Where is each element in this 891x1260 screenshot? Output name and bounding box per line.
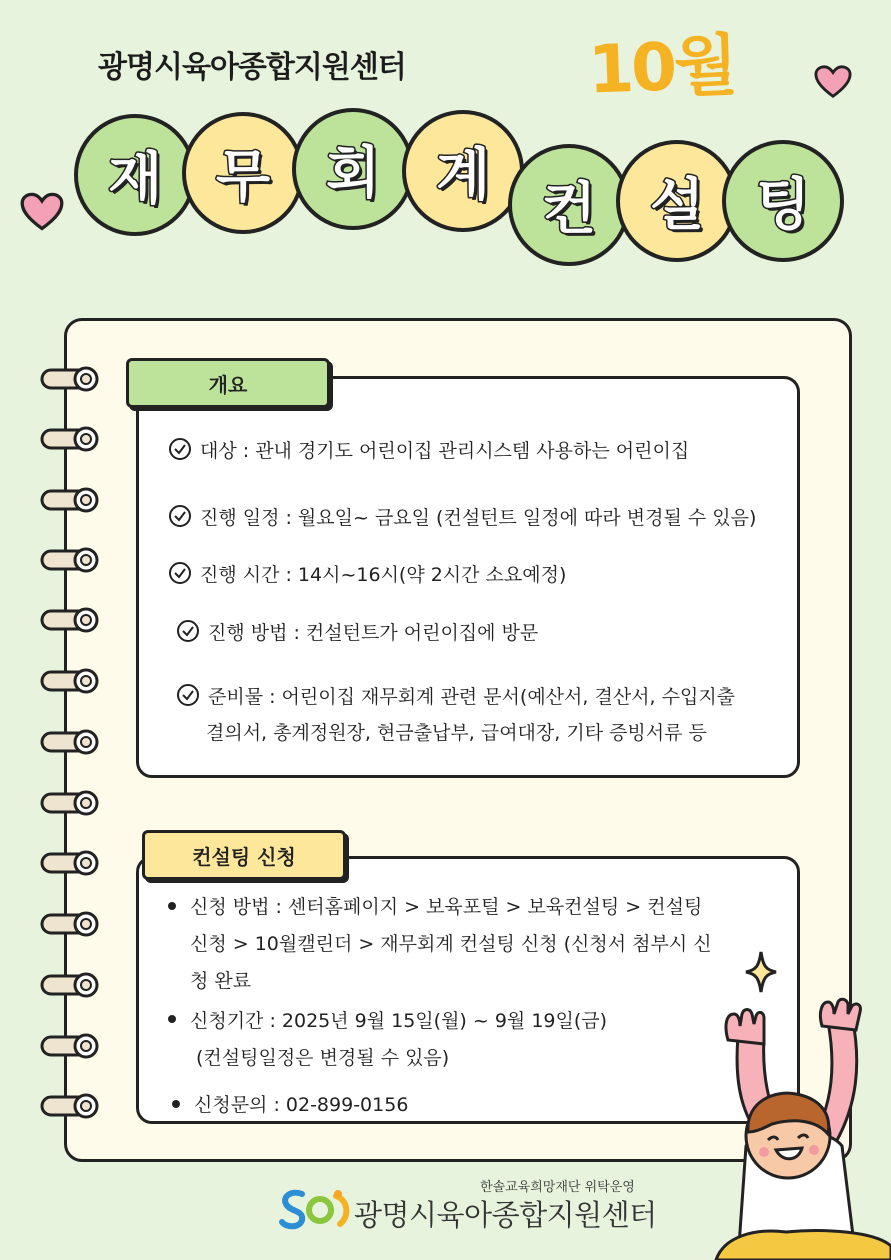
overview-item-text: 진행 시간 : 14시~16시(약 2시간 소요예정)	[200, 564, 567, 586]
title-bubble: 회	[292, 108, 414, 230]
overview-tab: 개요	[126, 358, 330, 408]
check-circle-icon	[168, 561, 192, 585]
cheering-character-illustration	[676, 996, 891, 1260]
binder-ring	[40, 727, 100, 757]
apply-method-line: 신청 > 10월캘린더 > 재무회계 컨설팅 신청 (신청서 첨부시 신	[190, 933, 712, 955]
binder-ring	[40, 666, 100, 696]
binder-ring	[40, 364, 100, 394]
overview-item-text: 진행 일정 : 월요일~ 금요일 (컨설턴트 일정에 따라 변경될 수 있음)	[200, 507, 757, 529]
title-bubble: 팅	[722, 140, 844, 262]
overview-item-text: 준비물 : 어린이집 재무회계 관련 문서(예산서, 결산서, 수입지출	[208, 686, 736, 708]
title-bubble: 재	[74, 114, 196, 236]
title-bubble: 컨	[508, 144, 630, 266]
check-circle-icon	[168, 504, 192, 528]
title-bubble: 무	[182, 112, 304, 234]
binder-ring	[40, 1031, 100, 1061]
overview-item	[176, 682, 735, 709]
heart-icon	[20, 192, 64, 232]
overview-item-continuation: 결의서, 총계정원장, 현금출납부, 급여대장, 기타 증빙서류 등	[206, 722, 707, 744]
binder-ring	[40, 485, 100, 515]
title-bubble: 계	[402, 110, 524, 232]
apply-period-line: 신청기간 : 2025년 9월 15일(월) ~ 9월 19일(금)	[190, 1010, 608, 1032]
apply-method-line: 청 완료	[190, 970, 252, 992]
binder-ring	[40, 545, 100, 575]
apply-period-note: (컨설팅일정은 변경될 수 있음)	[196, 1047, 450, 1069]
overview-item	[168, 503, 756, 530]
overview-item-text: 진행 방법 : 컨설턴트가 어린이집에 방문	[208, 622, 539, 644]
org-title: 광명시육아종합지원센터	[98, 50, 406, 85]
binder-ring	[40, 788, 100, 818]
month-label: 10월	[586, 26, 737, 109]
overview-item	[168, 560, 566, 587]
binder-ring	[40, 605, 100, 635]
apply-contact-line: 신청문의 : 02-899-0156	[194, 1094, 409, 1116]
check-circle-icon	[168, 437, 192, 461]
sparkle-icon	[744, 950, 778, 994]
check-circle-icon	[176, 683, 200, 707]
overview-item	[176, 618, 538, 645]
overview-item	[168, 436, 689, 463]
binder-ring	[40, 909, 100, 939]
footer-center-name: 광명시육아종합지원센터	[354, 1198, 657, 1232]
overview-item-text: 대상 : 관내 경기도 어린이집 관리시스템 사용하는 어린이집	[200, 440, 690, 462]
binder-ring	[40, 1091, 100, 1121]
footer-operator: 한솔교육희망재단 위탁운영	[480, 1180, 635, 1195]
binder-ring	[40, 424, 100, 454]
check-circle-icon	[176, 619, 200, 643]
title-bubble: 설	[616, 140, 738, 262]
binder-ring	[40, 970, 100, 1000]
bullet-dot	[168, 902, 176, 910]
apply-tab: 컨설팅 신청	[142, 830, 346, 880]
binder-ring	[40, 848, 100, 878]
apply-method-line: 신청 방법 : 센터홈페이지 > 보육포털 > 보육컨설팅 > 컨설팅	[190, 896, 703, 918]
bullet-dot	[168, 1015, 176, 1023]
center-logo-icon	[278, 1186, 352, 1230]
bullet-dot	[172, 1100, 180, 1108]
heart-icon	[814, 64, 852, 100]
